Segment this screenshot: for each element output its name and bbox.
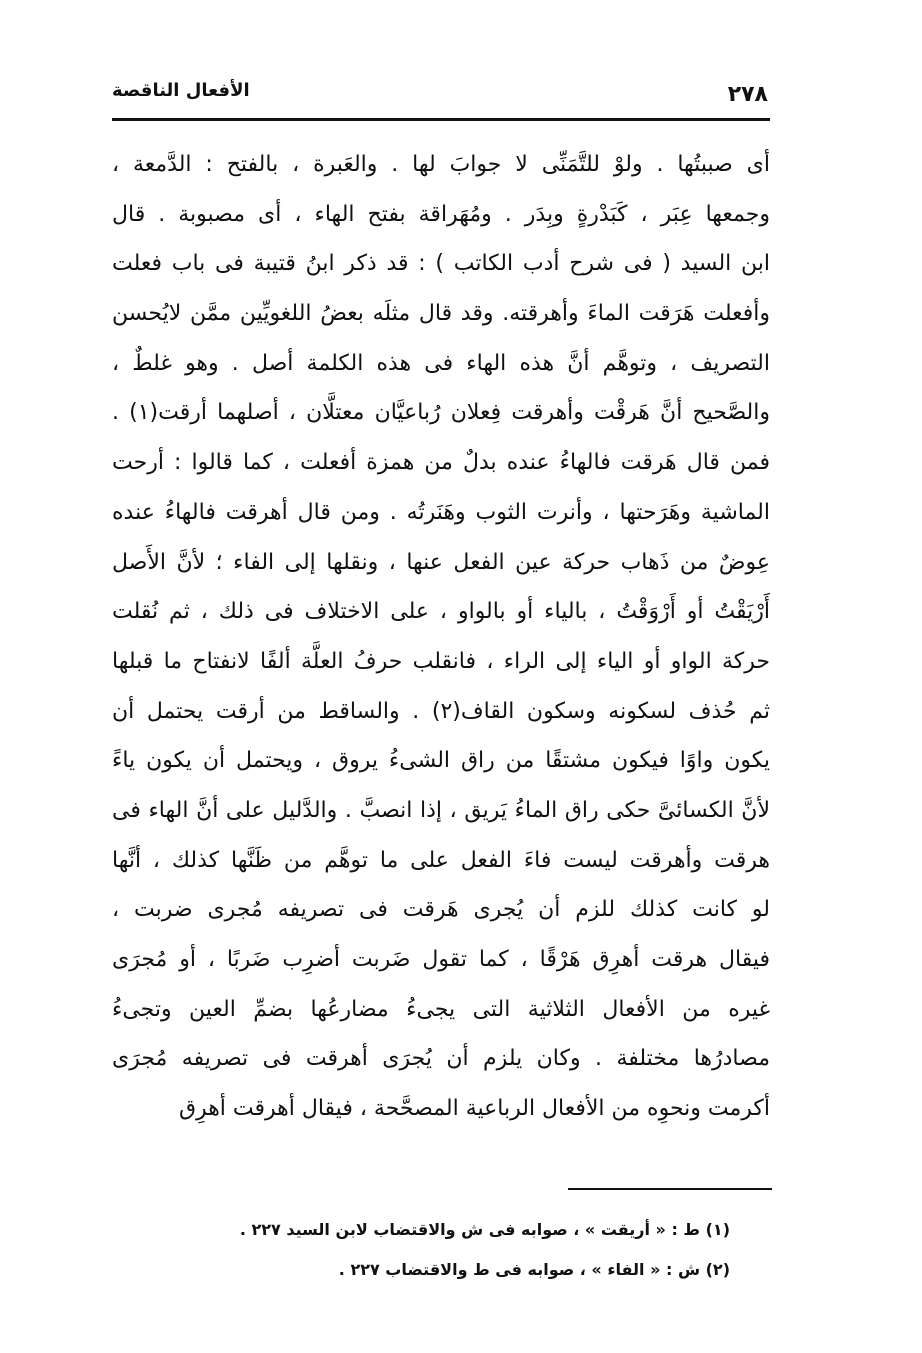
page-number: ٢٧٨ — [727, 82, 768, 107]
text-line: والصَّحيح أنَّ هَرقْت وأهرقت فِعلان رُباعيَّان معتلَّان ، أصلهما أرقت(١) . — [112, 400, 770, 426]
text-line: الماشية وهَرَحتها ، وأنرت الثوب وهَنَرتُه . ومن قال أهرقت فالهاءُ عنده — [112, 499, 770, 525]
text-line: أَرْيَقْتُ أو أَرْوَقْتُ ، بالياء أو بالواو ، على الاختلاف فى ذلك ، ثم نُقلت — [112, 599, 770, 625]
text-line: غيره من الأفعال الثلاثية التى يجىءُ مضارعُها بضمِّ العين وتجىءُ — [112, 996, 770, 1022]
text-line: هرقت وأهرقت ليست فاءَ الفعل على ما توهَّم من ظَنَّها كذلك ، أنَّها — [112, 847, 770, 873]
text-line: حركة الواو أو الياء إلى الراء ، فانقلب حرفُ العلَّة ألفًا لانفتاح ما قبلها — [112, 648, 770, 674]
footnote-2: (٢) ش : « الفاء » ، صوابه فى ط والاقتضاب ٢٢٧ . — [338, 1260, 730, 1279]
text-line: مصادرُها مختلفة . وكان يلزم أن يُجرَى أهرقت فى تصريفه مُجرَى — [112, 1046, 770, 1072]
text-line: أى صببتُها . ولوْ للتَّمَنِّى لا جوابَ لها . والعَبرة ، بالفتح : الدَّمعة ، — [112, 152, 770, 177]
footnote-divider — [568, 1188, 772, 1190]
text-line: عِوضٌ من ذَهاب حركة عين الفعل عنها ، ونقلها إلى الفاء ؛ لأنَّ الأَصل — [112, 549, 770, 575]
text-line: ثم حُذف لسكونه وسكون القاف(٢) . والساقط من أرقت يحتمل أن — [112, 698, 770, 724]
text-line: أكرمت ونحوِه من الأفعال الرباعية المصحَّحة ، فيقال أهرقت أهرِق — [178, 1096, 770, 1122]
footnotes — [190, 1210, 730, 1290]
text-line: فيقال هرقت أهرِق هَرْقًا ، كما تقول ضَربت أضرِب ضَربًا ، أو مُجرَى — [112, 947, 770, 972]
text-line: يكون واوًا فيكون مشتقًا من راق الشىءُ يروق ، ويحتمل أن يكون ياءً — [112, 748, 770, 774]
text-line: لأنَّ الكسائىَّ حكى راق الماءُ يَريق ، إذا انصبَّ . والدَّليل على أنَّ الهاء فى — [112, 797, 770, 823]
running-header — [112, 78, 770, 118]
text-line: فمن قال هَرقت فالهاءُ عنده بدلٌ من همزة أفعلت ، كما قالوا : أرحت — [112, 450, 770, 476]
text-line: وجمعها عِبَر ، كَبَدْرةٍ وبِدَر . ومُهَراقة بفتح الهاء ، أى مصبوبة . قال — [112, 201, 770, 227]
text-line: وأفعلت هَرَقت الماءَ وأهرقته. وقد قال مثلَه بعضُ اللغويِّين ممَّن لايُحسن — [112, 301, 770, 327]
text-line: ابن السيد ( فى شرح أدب الكاتب ) : قد ذكر ابنُ قتيبة فى باب فعلت — [112, 251, 770, 277]
chapter-title: الأفعال الناقصة — [112, 80, 250, 101]
header-divider — [112, 118, 770, 121]
footnote-1: (١) ط : « أريقت » ، صوابه فى ش والاقتضاب لابن السيد ٢٢٧ . — [239, 1220, 730, 1239]
text-line: التصريف ، وتوهَّم أنَّ هذه الهاء فى هذه الكلمة أصل . وهو غلطٌ ، — [112, 350, 770, 376]
text-line: لو كانت كذلك للزم أن يُجرى هَرقت فى تصريفه مُجرى ضربت ، — [112, 897, 770, 923]
main-text — [112, 140, 770, 1134]
